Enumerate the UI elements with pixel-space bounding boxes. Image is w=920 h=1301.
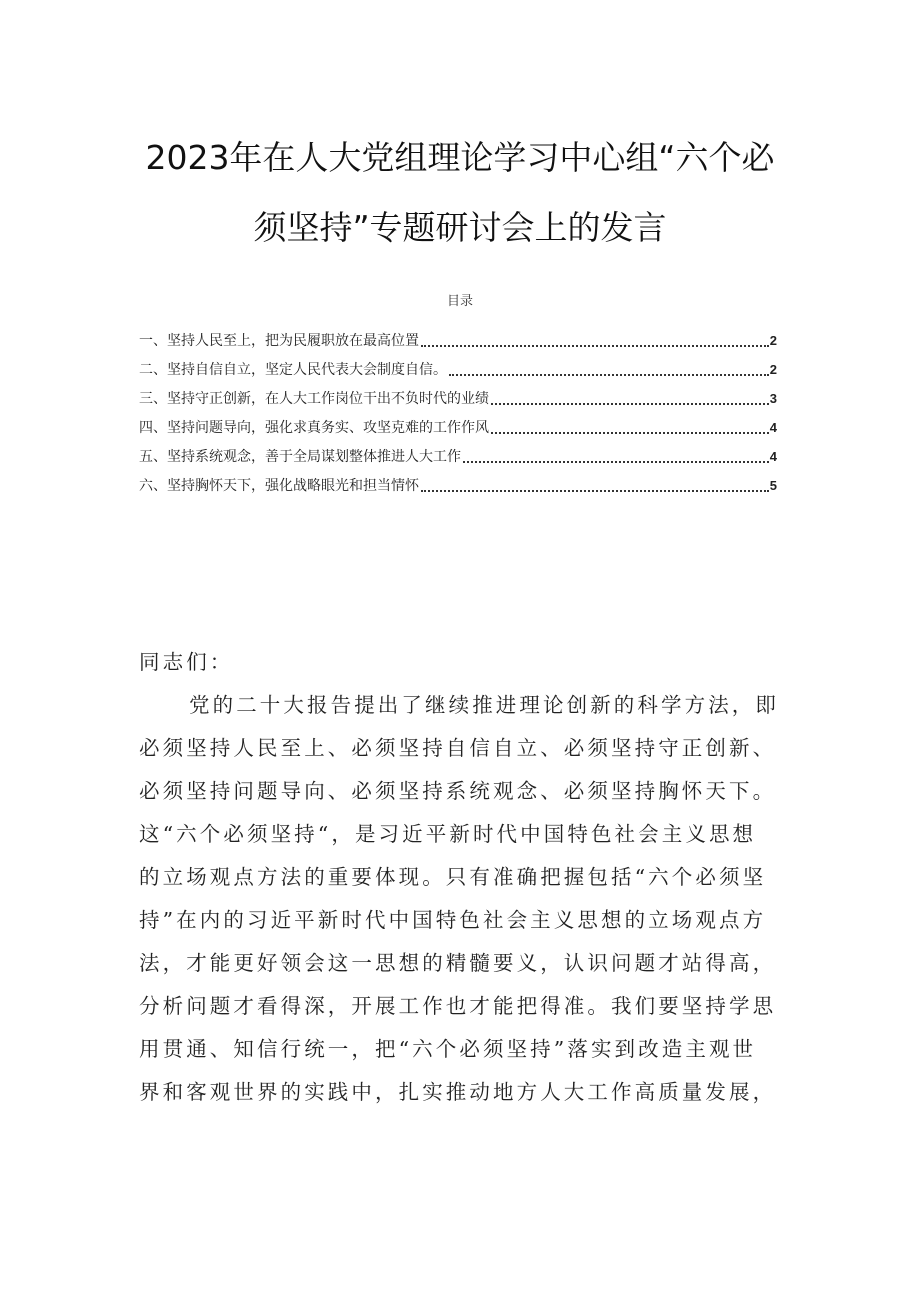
toc-page-number: 2	[769, 362, 777, 377]
document-title-line-2: 须坚持”专题研讨会上的发言	[253, 208, 667, 247]
body-line: 必须坚持问题导向、必须坚持系统观念、必须坚持胸怀天下。	[139, 779, 777, 803]
toc-dot-leader	[421, 490, 769, 492]
toc-entry-text: 二、坚持自信自立，坚定人民代表大会制度自信。	[139, 362, 447, 378]
toc-dot-leader	[463, 461, 769, 463]
toc-dot-leader	[421, 345, 769, 347]
toc-dot-leader	[449, 374, 769, 376]
toc-entry[interactable]	[139, 322, 777, 351]
body-line: 必须坚持人民至上、必须坚持自信自立、必须坚持守正创新、	[139, 736, 777, 760]
toc-entry[interactable]	[139, 409, 777, 438]
toc-entry[interactable]	[139, 351, 777, 380]
body-line: 这“六个必须坚持“，是习近平新时代中国特色社会主义思想	[139, 822, 757, 846]
toc-page-number: 5	[769, 478, 777, 493]
body-line: 法，才能更好领会这一思想的精髓要义，认识问题才站得高，	[139, 951, 777, 975]
toc-dot-leader	[491, 403, 769, 405]
body-line: 分析问题才看得深，开展工作也才能把得准。我们要坚持学思	[139, 994, 777, 1018]
toc-heading: 目录	[446, 294, 473, 309]
toc-page-number: 2	[769, 333, 777, 348]
toc-entry[interactable]	[139, 438, 777, 467]
salutation: 同志们：	[139, 650, 234, 674]
toc-page-number: 4	[769, 449, 777, 464]
toc-entry-text: 一、坚持人民至上，把为民履职放在最高位置	[139, 333, 419, 349]
toc-page-number: 4	[769, 420, 777, 435]
toc-entry-text: 六、坚持胸怀天下，强化战略眼光和担当情怀	[139, 478, 419, 494]
toc-entry[interactable]	[139, 467, 777, 496]
body-line: 党的二十大报告提出了继续推进理论创新的科学方法，即	[189, 693, 779, 717]
toc-page-number: 3	[769, 391, 777, 406]
toc-entry-text: 四、坚持问题导向，强化求真务实、攻坚克难的工作作风	[139, 420, 489, 436]
body-line: 界和客观世界的实践中，扎实推动地方人大工作高质量发展，	[139, 1080, 777, 1104]
table-of-contents	[139, 322, 777, 496]
body-line: 用贯通、知信行统一，把“六个必须坚持”落实到改造主观世	[139, 1037, 757, 1061]
toc-entry-text: 三、坚持守正创新，在人大工作岗位干出不负时代的业绩	[139, 391, 489, 407]
body-line: 的立场观点方法的重要体现。只有准确把握包括“六个必须坚	[139, 865, 767, 889]
toc-entry-text: 五、坚持系统观念，善于全局谋划整体推进人大工作	[139, 449, 461, 465]
toc-entry[interactable]	[139, 380, 777, 409]
document-title-line-1: 2023年在人大党组理论学习中心组“六个必	[145, 138, 775, 177]
body-line: 持”在内的习近平新时代中国特色社会主义思想的立场观点方	[139, 908, 767, 932]
toc-dot-leader	[491, 432, 769, 434]
